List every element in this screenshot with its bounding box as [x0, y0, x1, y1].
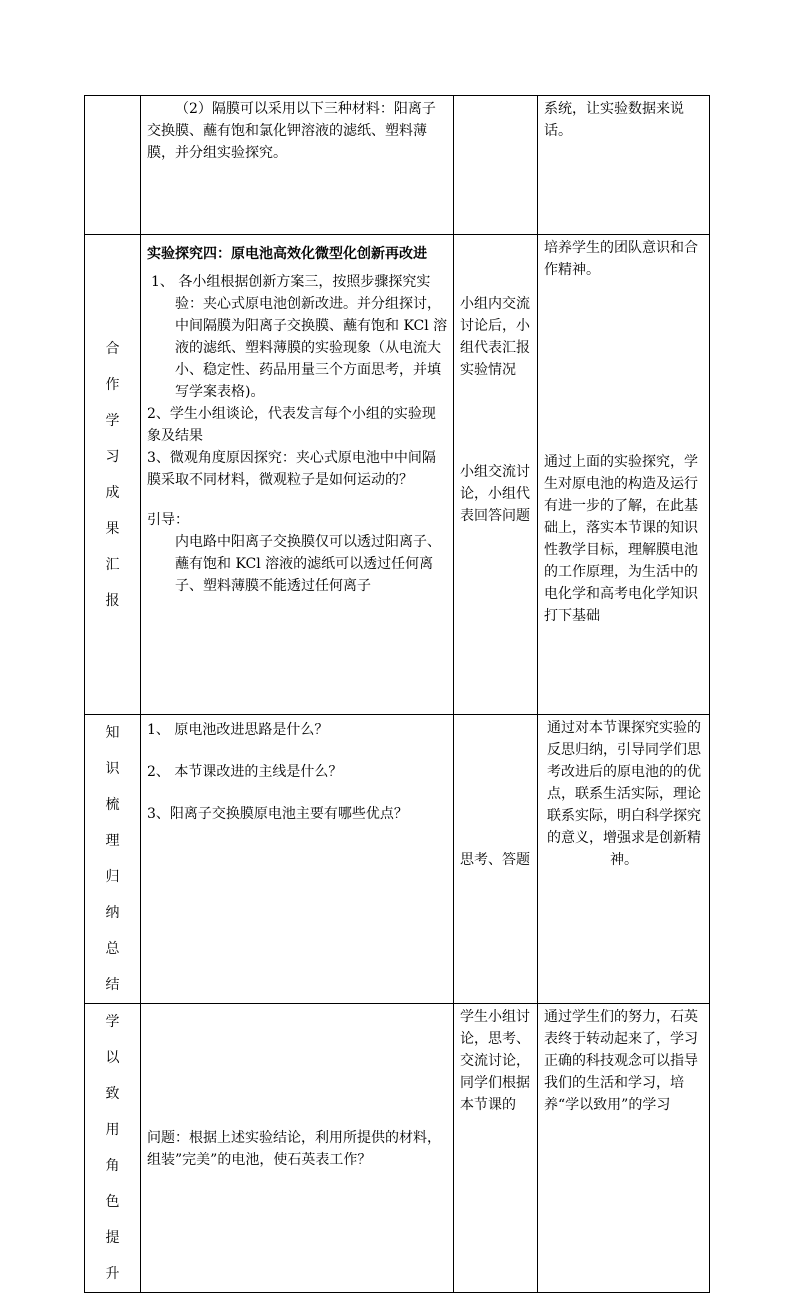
list-item: 2、学生小组谈论，代表发言每个小组的实验现象及结果: [147, 406, 436, 444]
question-item: 1、 原电池改进思路是什么？: [147, 722, 329, 738]
lesson-plan-table: [84, 95, 710, 1293]
activity-cell: [454, 715, 538, 1004]
row-label: 知识梳理归纳总结: [85, 715, 141, 1004]
content-paragraph: （2）隔膜可以采用以下三种材料：阳离子交换膜、蘸有饱和氯化钾溶液的滤纸、塑料薄膜，并分组实验探究。: [147, 101, 436, 161]
list-item: 3、微观角度原因探究：夹心式原电池中中间隔膜采取不同材料，微观粒子是如何运动的？: [147, 450, 436, 488]
content-cell: [141, 235, 454, 715]
table-row: [85, 235, 710, 715]
activity-text: 小组交流讨论，小组代表回答问题: [460, 464, 530, 524]
activity-text: 小组内交流讨论后，小组代表汇报实验情况: [460, 296, 530, 378]
content-cell: [141, 96, 454, 235]
intent-text: 通过学生们的努力，石英表终于转动起来了，学习正确的科技观念可以指导我们的生活和学习，培养“学以致用”的学习: [544, 1009, 698, 1113]
list-item: 1、 各小组根据创新方案三，按照步骤探究实验：夹心式原电池创新改进。并分组探讨，中间隔膜为阳离子交换膜、蘸有饱和 KCl 溶液的滤纸、塑料薄膜的实验现象（从电流大小、稳定性、药品用量三个方面思考，并填写学案表格)。: [151, 274, 448, 400]
activity-text: 学生小组讨论，思考、交流讨论，同学们根据本节课的: [460, 1009, 530, 1113]
guide-label: 引导：: [147, 512, 189, 528]
intent-text: 系统，让实验数据来说话。: [544, 101, 684, 139]
table-row: [85, 96, 710, 235]
guide-text: 内电路中阳离子交换膜仅可以透过阳离子、蘸有饱和 KCl 溶液的滤纸可以透过任何离子、塑料薄膜不能透过任何离子: [175, 534, 441, 594]
table-row: [85, 715, 710, 1004]
table-row: [85, 1004, 710, 1293]
section-heading: 实验探究四：原电池高效化微型化创新再改进: [147, 246, 427, 262]
problem-text: 问题：根据上述实验结论，利用所提供的材料，组装”完美”的电池，使石英表工作？: [147, 1130, 441, 1168]
intent-cell: [538, 235, 710, 715]
question-item: 3、阳离子交换膜原电池主要有哪些优点？: [147, 806, 408, 822]
activity-cell: [454, 235, 538, 715]
activity-text: 思考、答题: [460, 852, 530, 868]
row-label: [85, 96, 141, 235]
activity-cell: [454, 96, 538, 235]
content-cell: [141, 715, 454, 1004]
intent-text: 通过对本节课探究实验的反思归纳，引导同学们思考改进后的原电池的的优点，联系生活实际，理论联系实际，明白科学探究的意义，增强求是创新精神。: [547, 720, 701, 868]
row-label: 合作学习成果汇报: [85, 235, 141, 715]
intent-cell: [538, 715, 710, 1004]
intent-text: 通过上面的实验探究，学生对原电池的构造及运行有进一步的了解，在此基础上，落实本节课的知识性教学目标，理解膜电池的工作原理，为生活中的电化学和高考电化学知识打下基础: [544, 454, 698, 624]
intent-cell: [538, 96, 710, 235]
activity-cell: [454, 1004, 538, 1293]
question-item: 2、 本节课改进的主线是什么？: [147, 764, 343, 780]
intent-cell: [538, 1004, 710, 1293]
row-label: 学以致用角色提升: [85, 1004, 141, 1293]
content-cell: [141, 1004, 454, 1293]
intent-text: 培养学生的团队意识和合作精神。: [544, 240, 698, 278]
